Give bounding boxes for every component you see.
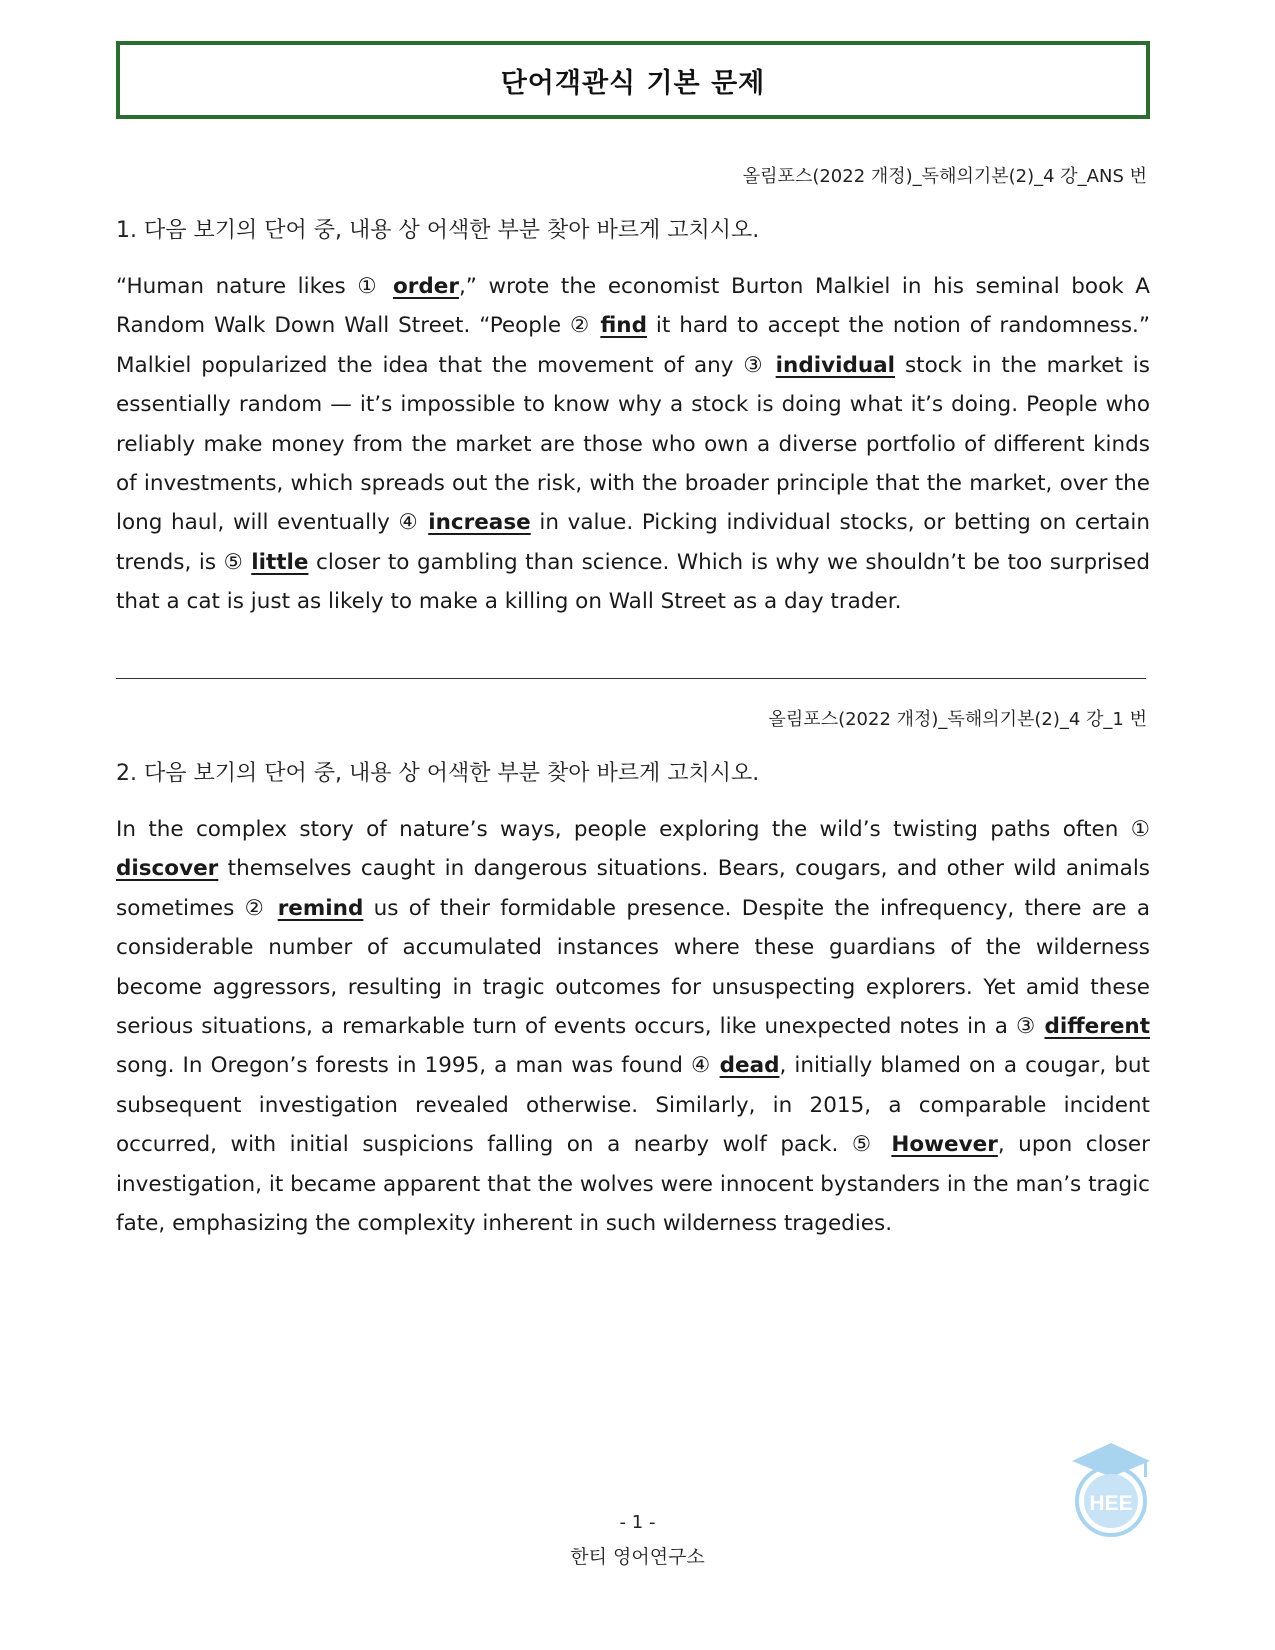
page-title: 단어객관식 기본 문제 [500, 67, 766, 99]
passage-text: , initially blamed on a cougar, but subsequent investigation revealed otherwise. Similarly, in 2015, a comparable incident occurred, with initial suspicions falling on a nearby wolf pack. ⑤ [116, 1053, 1150, 1158]
passage-text: themselves caught in dangerous situations. Bears, cougars, and other wild animals sometimes ② [116, 856, 1150, 921]
keyword-2: remind [277, 895, 364, 921]
passage-text: stock in the market is essentially random — it’s impossible to know why a stock is doing what it’s doing. People who reliably make money from the market are those who own a diverse portfolio of different kinds of investments, which spreads out the risk, with the broader principle that the market, over the long haul, will eventually ④ [116, 352, 1150, 536]
source-label-2: 올림포스(2022 개정)_독해의기본(2)_4 강_1 번 [768, 709, 1147, 730]
passage-text: song. In Oregon’s forests in 1995, a man was found ④ [116, 1053, 720, 1079]
logo-text: HEE [1089, 1492, 1133, 1515]
divider-line [116, 678, 1146, 679]
passage-text: in value. Picking individual stocks, or betting on certain trends, is ⑤ [116, 510, 1150, 575]
keyword-3: different [1044, 1014, 1150, 1040]
passage-text: ,” wrote the economist Burton Malkiel in his seminal book A Random Walk Down Wall Street. “People ② [116, 274, 1150, 339]
keyword-1: order [393, 274, 459, 299]
passage-2 [116, 810, 1150, 1243]
passage-1 [116, 267, 1150, 622]
passage-text: us of their formidable presence. Despite the infrequency, there are a considerable number of accumulated instances where these guardians of the wilderness become aggressors, resulting in tragic outcomes for unsuspecting explorers. Yet amid these serious situations, a remarkable turn of events occurs, like unexpected notes in a ③ [116, 895, 1151, 1040]
keyword-1: discover [116, 856, 219, 882]
passage-text: closer to gambling than science. Which is why we shouldn’t be too surprised that a cat is just as likely to make a killing on Wall Street as a day trader. [116, 549, 1150, 615]
keyword-5: However [891, 1132, 998, 1158]
keyword-3: individual [775, 352, 896, 378]
passage-text: In the complex story of nature’s ways, people exploring the wild’s twisting paths often ① [116, 817, 1150, 842]
keyword-4: dead [719, 1053, 780, 1079]
passage-text: it hard to accept the notion of randomness.” Malkiel popularized the idea that the movement of any ③ [116, 313, 1150, 378]
source-label-1: 올림포스(2022 개정)_독해의기본(2)_4 강_ANS 번 [742, 166, 1147, 187]
keyword-5: little [251, 549, 309, 575]
footer-label: 한티 영어연구소 [570, 1546, 705, 1568]
keyword-2: find [600, 313, 647, 339]
page-number: - 1 - [619, 1512, 656, 1533]
question-1: 1. 다음 보기의 단어 중, 내용 상 어색한 부분 찾아 바르게 고치시오. [116, 218, 760, 243]
passage-text: , upon closer investigation, it became apparent that the wolves were innocent bystanders in the man’s tragic fate, emphasizing the complexity inherent in such wilderness tragedies. [116, 1132, 1150, 1237]
title-box [116, 41, 1150, 119]
passage-text: “Human nature likes ① [116, 274, 394, 299]
keyword-4: increase [428, 510, 531, 536]
question-2: 2. 다음 보기의 단어 중, 내용 상 어색한 부분 찾아 바르게 고치시오. [116, 761, 760, 786]
